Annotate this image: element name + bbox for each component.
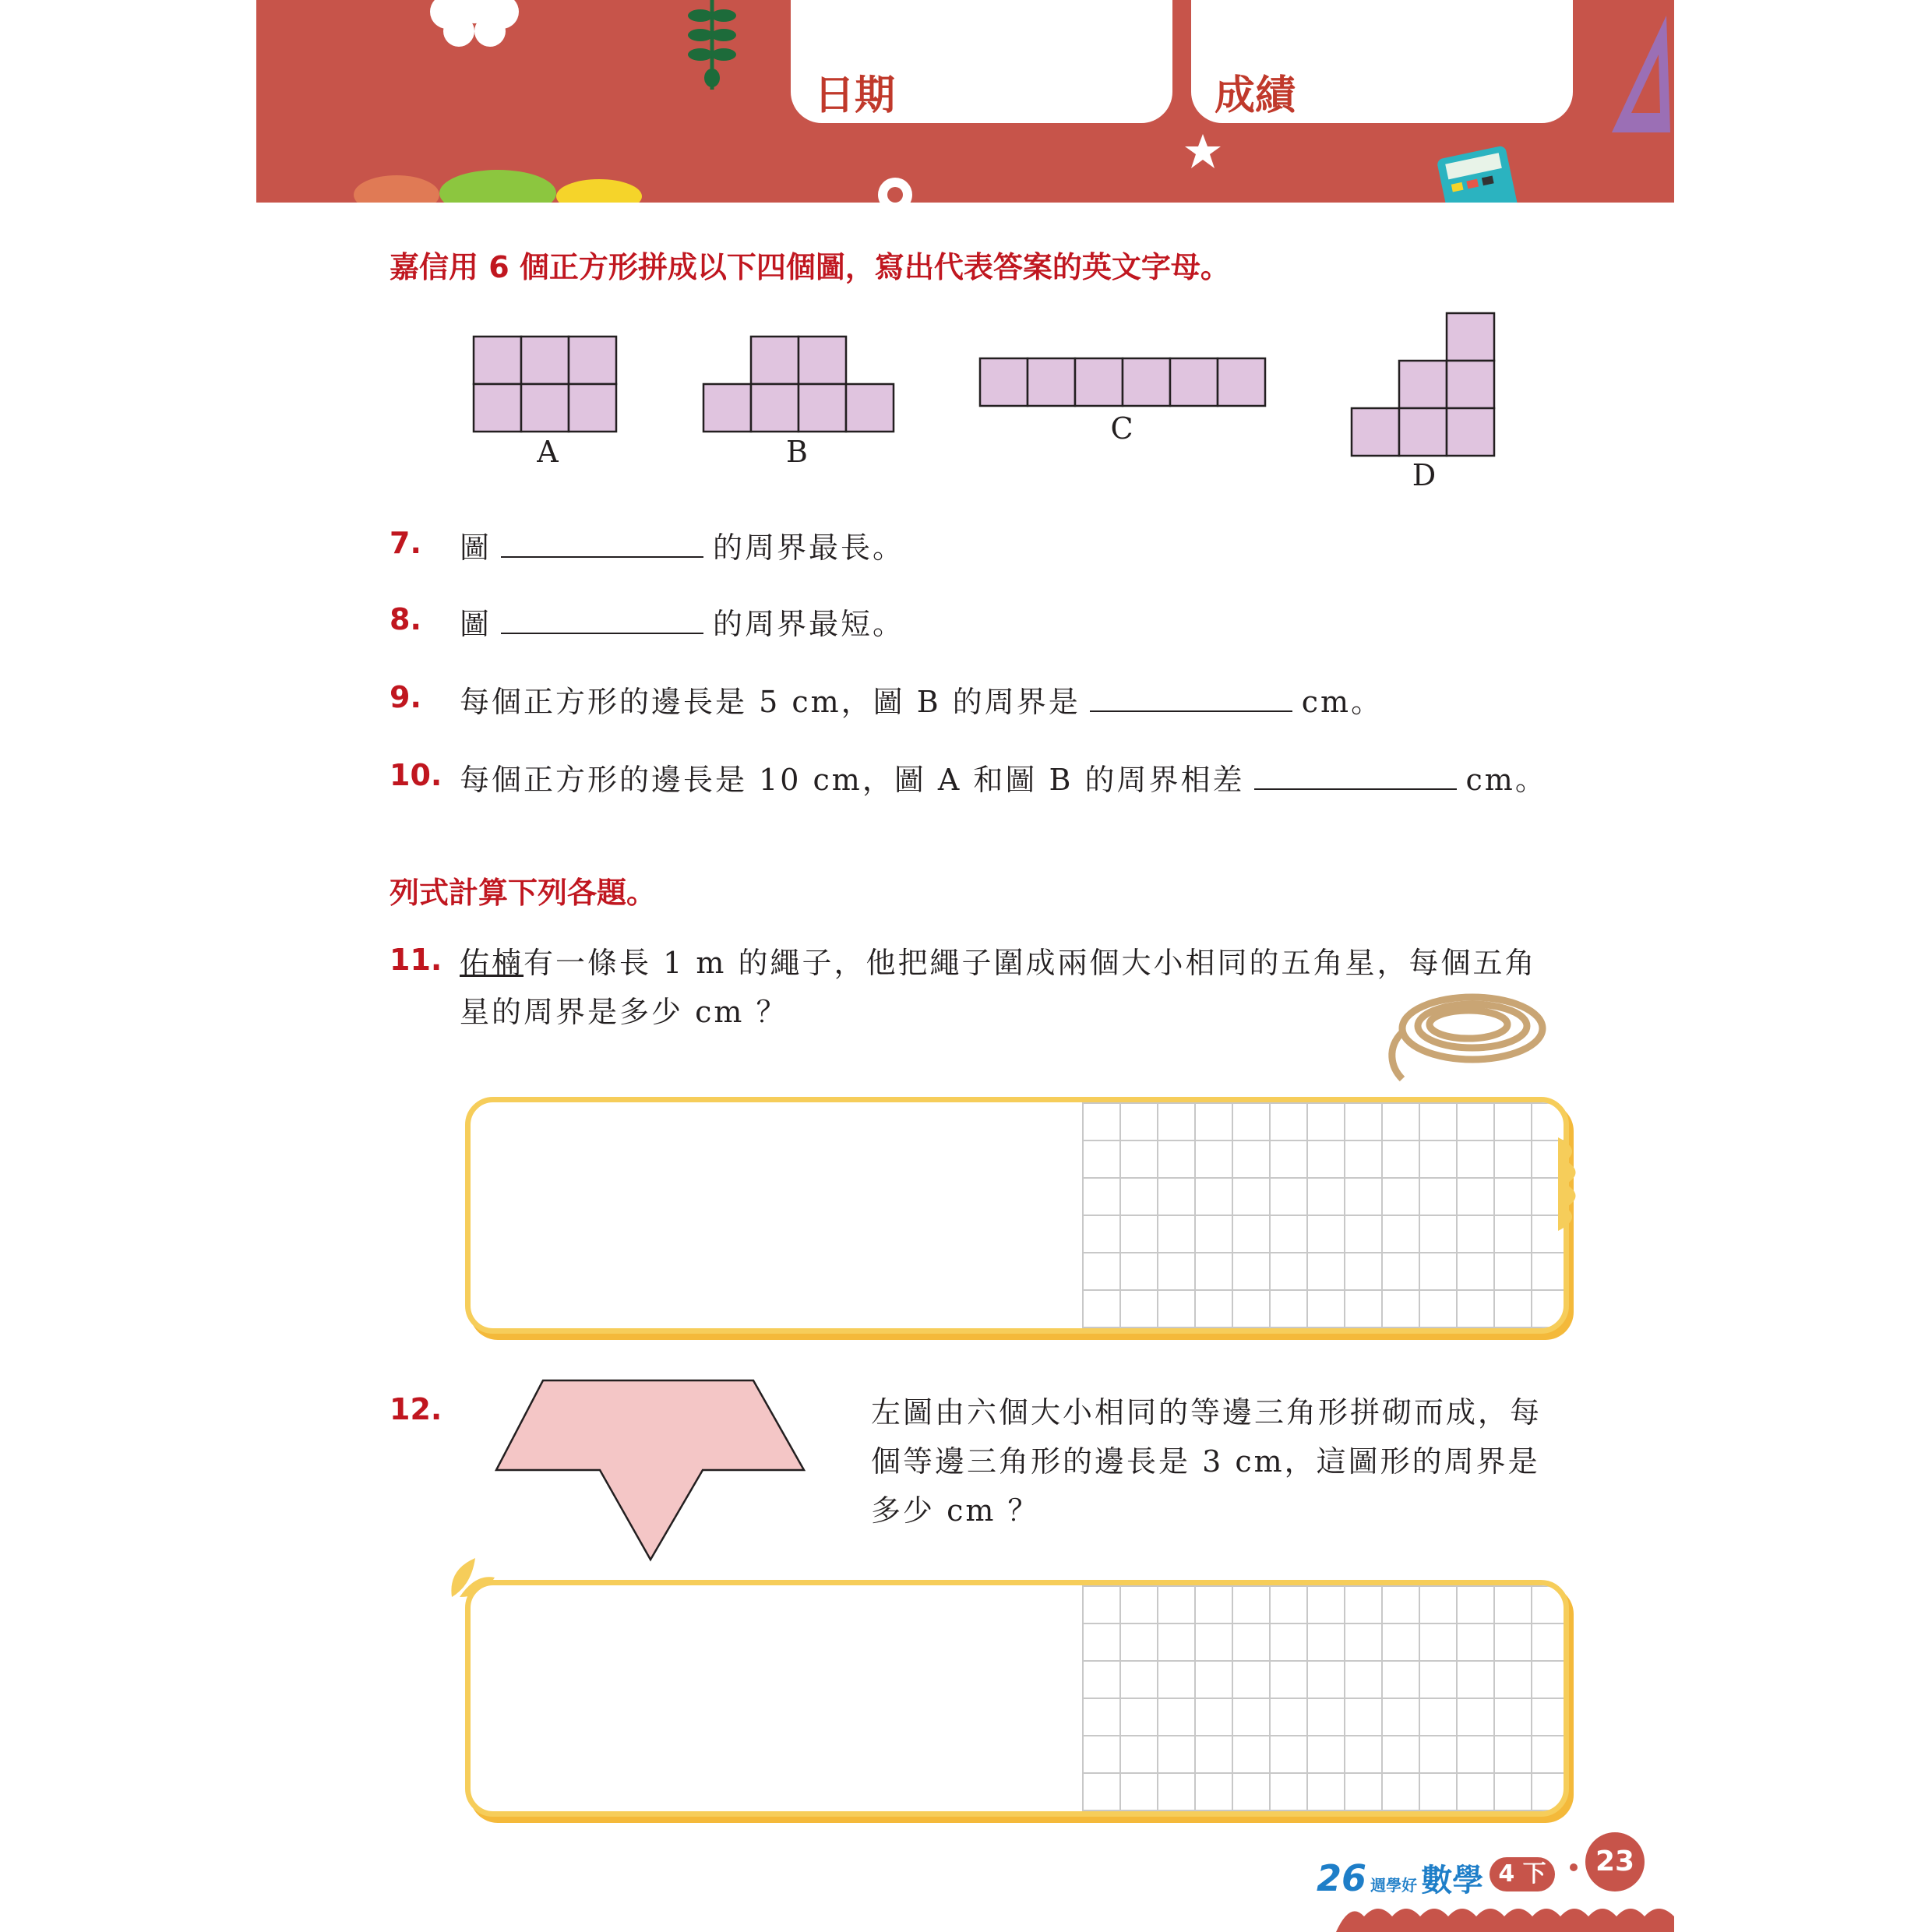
answer-grid <box>1082 1102 1564 1328</box>
question-suffix: cm。 <box>1301 685 1384 719</box>
answer-box[interactable] <box>465 1580 1569 1817</box>
figure-b <box>703 337 894 432</box>
question-prefix: 每個正方形的邊長是 5 cm，圖 B 的周界是 <box>460 685 1081 719</box>
figure-label-a: A <box>537 435 559 469</box>
question-number: 8. <box>390 602 421 636</box>
question-suffix: cm。 <box>1465 763 1547 797</box>
answer-blank[interactable] <box>501 609 703 634</box>
figure-label-c: C <box>1110 411 1133 446</box>
calculator-icon <box>1433 144 1518 203</box>
pin-icon <box>872 171 918 203</box>
figure-d <box>1352 313 1494 456</box>
score-box <box>1191 0 1573 123</box>
question-text <box>460 756 1547 799</box>
grade-badge: 4 下 <box>1490 1857 1555 1891</box>
question-number: 11. <box>390 943 442 977</box>
question-line: 左圖由六個大小相同的等邊三角形拼砌而成，每 <box>871 1395 1542 1430</box>
question-prefix: 圖 <box>460 607 492 641</box>
answer-grid <box>1082 1585 1564 1811</box>
answer-blank[interactable] <box>501 533 703 558</box>
question-text <box>460 678 1383 721</box>
answer-blank[interactable] <box>1254 765 1457 790</box>
question-suffix: 的周界最短。 <box>713 607 905 641</box>
square-figures <box>467 308 1504 502</box>
brand-small: 週學好 <box>1370 1876 1418 1895</box>
page-number: 23 <box>1585 1832 1645 1891</box>
figure-a <box>474 337 616 432</box>
set-square-icon <box>1612 16 1674 132</box>
dot-icon <box>1570 1863 1578 1871</box>
section-heading: 列式計算下列各題。 <box>390 876 657 910</box>
question-number: 9. <box>390 680 421 714</box>
score-label: 成績 <box>1215 72 1296 119</box>
question-line: 多少 cm ？ <box>871 1493 1040 1528</box>
footer-brand <box>1317 1856 1483 1900</box>
answer-blank[interactable] <box>1090 687 1292 712</box>
decorative-scallop <box>1558 1137 1589 1239</box>
fish-icon <box>350 156 661 203</box>
question-number: 10. <box>390 758 442 792</box>
brand-subject: 數學 <box>1421 1863 1484 1899</box>
page-header <box>256 0 1674 203</box>
question-prefix: 每個正方形的邊長是 10 cm，圖 A 和圖 B 的周界相差 <box>460 763 1245 797</box>
question-number: 7. <box>390 526 421 560</box>
flower-icon <box>428 0 521 55</box>
answer-box[interactable] <box>465 1097 1569 1334</box>
question-suffix: 的周界最長。 <box>713 531 905 565</box>
figure-label-d: D <box>1412 458 1437 492</box>
question-line: 個等邊三角形的邊長是 3 cm，這圖形的周界是 <box>871 1444 1540 1479</box>
question-line: 星的周界是多少 cm ？ <box>460 995 788 1029</box>
section-heading: 嘉信用 6 個正方形拼成以下四個圖，寫出代表答案的英文字母。 <box>390 250 1230 284</box>
question-text <box>460 524 904 566</box>
person-name: 佑楠 <box>460 946 524 980</box>
question-prefix: 圖 <box>460 531 492 565</box>
date-label: 日期 <box>814 72 896 119</box>
date-box <box>791 0 1172 123</box>
question-number: 12. <box>390 1392 442 1426</box>
brand-number: 26 <box>1317 1857 1367 1899</box>
question-line: 有一條長 1 m 的繩子，他把繩子圍成兩個大小相同的五角星，每個五角 <box>524 946 1537 980</box>
footer-scallop <box>1336 1901 1674 1932</box>
question-text <box>460 600 904 643</box>
rope-icon <box>1371 978 1550 1087</box>
triangle-shape <box>491 1375 810 1566</box>
leaf-branch-icon <box>685 0 739 93</box>
question-text <box>460 939 1536 982</box>
figure-c <box>980 358 1265 406</box>
star-icon <box>1183 132 1222 171</box>
figure-label-b: B <box>786 435 808 469</box>
